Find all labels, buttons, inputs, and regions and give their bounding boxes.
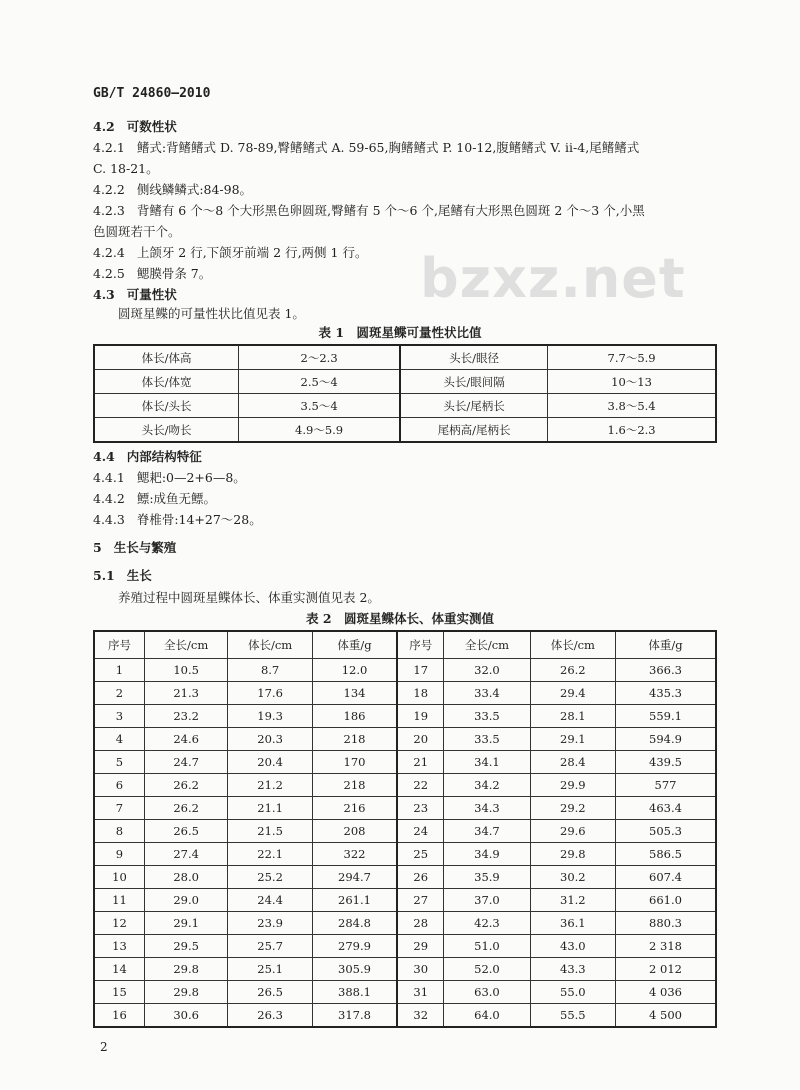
table-cell: 559.1 [616, 705, 716, 728]
table-cell: 34.1 [444, 751, 530, 774]
section-number: 4.2.1 [93, 140, 125, 155]
table-cell: 23 [397, 797, 444, 820]
table-cell: 24 [397, 820, 444, 843]
table-cell: 21.2 [228, 774, 312, 797]
section-text: 可量性状 [126, 287, 177, 302]
table-cell: 体长/体宽 [94, 370, 239, 394]
table-cell: 43.0 [530, 935, 615, 958]
table-cell: 32 [397, 1004, 444, 1028]
table-cell: 33.5 [444, 728, 530, 751]
table-cell: 2.5～4 [239, 370, 400, 394]
section-text: 鳃膜骨条 7。 [136, 266, 212, 281]
table-cell: 29.2 [530, 797, 615, 820]
table-row [94, 843, 716, 866]
table-cell: 体长/体高 [94, 345, 239, 370]
table-cell: 2 [94, 682, 144, 705]
table-cell: 284.8 [312, 912, 397, 935]
table-cell: 26.5 [144, 820, 227, 843]
table-cell: 4 500 [616, 1004, 716, 1028]
table-cell: 594.9 [616, 728, 716, 751]
table-cell: 头长/吻长 [94, 418, 239, 443]
table-cell: 8.7 [228, 659, 312, 682]
table-cell: 12 [94, 912, 144, 935]
table-cell: 28.4 [530, 751, 615, 774]
table-cell: 10～13 [548, 370, 716, 394]
text-line [93, 470, 246, 486]
table-cell: 64.0 [444, 1004, 530, 1028]
text-line [93, 224, 181, 240]
table-cell: 435.3 [616, 682, 716, 705]
table-cell: 388.1 [312, 981, 397, 1004]
table-cell: 3.5～4 [239, 394, 400, 418]
table-cell: 29.1 [530, 728, 615, 751]
table-cell: 17.6 [228, 682, 312, 705]
text-line [93, 182, 252, 198]
section-text: 圆斑星鲽的可量性状比值见表 1。 [118, 306, 305, 321]
section-text: 内部结构特征 [126, 449, 202, 464]
table-cell: 4 [94, 728, 144, 751]
table-cell: 31 [397, 981, 444, 1004]
table-cell: 186 [312, 705, 397, 728]
table-cell: 439.5 [616, 751, 716, 774]
table-cell: 34.7 [444, 820, 530, 843]
table-cell: 尾柄高/尾柄长 [400, 418, 548, 443]
table-cell: 30.2 [530, 866, 615, 889]
table-cell: 261.1 [312, 889, 397, 912]
table-row [94, 394, 716, 418]
table-cell: 3 [94, 705, 144, 728]
table1-measurable-ratios [93, 344, 717, 443]
table-cell: 22 [397, 774, 444, 797]
text-line [93, 540, 176, 556]
table-row [94, 797, 716, 820]
table-cell: 577 [616, 774, 716, 797]
table-cell: 366.3 [616, 659, 716, 682]
table-cell: 5 [94, 751, 144, 774]
table-cell: 26.5 [228, 981, 312, 1004]
table-cell: 21.3 [144, 682, 227, 705]
section-number: 4.4.3 [93, 512, 125, 527]
table-row [94, 682, 716, 705]
table-cell: 14 [94, 958, 144, 981]
table-cell: 25.1 [228, 958, 312, 981]
table-cell: 52.0 [444, 958, 530, 981]
table-cell: 218 [312, 774, 397, 797]
table-cell: 26.2 [144, 774, 227, 797]
section-text: 养殖过程中圆斑星鲽体长、体重实测值见表 2。 [118, 590, 380, 605]
text-line [93, 568, 152, 584]
table-cell: 1.6～2.3 [548, 418, 716, 443]
table-cell: 12.0 [312, 659, 397, 682]
table-cell: 体长/头长 [94, 394, 239, 418]
table-header-row [94, 631, 716, 659]
section-text: 鳍式:背鳍鳍式 D. 78-89,臀鳍鳍式 A. 59-65,胸鳍鳍式 P. 10-12,腹鳍鳍式 V. ii-4,尾鳍鳍式 [136, 140, 640, 155]
table-cell: 463.4 [616, 797, 716, 820]
table-cell: 13 [94, 935, 144, 958]
table-cell: 607.4 [616, 866, 716, 889]
table-cell: 21.5 [228, 820, 312, 843]
table2-length-weight [93, 630, 717, 1028]
text-line [93, 161, 159, 177]
table-row [94, 820, 716, 843]
section-number: 4.2.2 [93, 182, 125, 197]
table-cell: 28 [397, 912, 444, 935]
table-cell: 37.0 [444, 889, 530, 912]
table-cell: 7 [94, 797, 144, 820]
column-header: 全长/cm [144, 631, 227, 659]
table-cell: 208 [312, 820, 397, 843]
table-cell: 19.3 [228, 705, 312, 728]
column-header: 体重/g [312, 631, 397, 659]
table-cell: 29.8 [144, 958, 227, 981]
standard-number-header: GB/T 24860—2010 [93, 86, 211, 101]
table-cell: 34.3 [444, 797, 530, 820]
table-cell: 26.2 [530, 659, 615, 682]
text-line [118, 306, 305, 322]
section-number: 4.4.1 [93, 470, 125, 485]
section-number: 4.4 [93, 449, 115, 464]
table-cell: 42.3 [444, 912, 530, 935]
table-cell: 头长/眼间隔 [400, 370, 548, 394]
text-line [93, 512, 262, 528]
table-cell: 2 318 [616, 935, 716, 958]
table-cell: 1 [94, 659, 144, 682]
section-number: 4.4.2 [93, 491, 125, 506]
table2-caption: 表 2 圆斑星鲽体长、体重实测值 [305, 611, 495, 626]
table-cell: 头长/尾柄长 [400, 394, 548, 418]
table1-caption: 表 1 圆斑星鲽可量性状比值 [318, 325, 482, 340]
section-text: 生长与繁殖 [113, 540, 177, 555]
table-row [94, 866, 716, 889]
table-cell: 24.6 [144, 728, 227, 751]
column-header: 体长/cm [228, 631, 312, 659]
table-cell: 8 [94, 820, 144, 843]
column-header: 序号 [94, 631, 144, 659]
table-cell: 27.4 [144, 843, 227, 866]
page-number: 2 [100, 1040, 108, 1054]
section-number: 4.2.3 [93, 203, 125, 218]
table-cell: 51.0 [444, 935, 530, 958]
table-row [94, 705, 716, 728]
column-header: 体长/cm [530, 631, 615, 659]
section-text: 侧线鳞鳞式:84-98。 [136, 182, 253, 197]
text-line [118, 590, 380, 606]
table-cell: 34.2 [444, 774, 530, 797]
table-cell: 20.3 [228, 728, 312, 751]
table-cell: 880.3 [616, 912, 716, 935]
table-cell: 26.3 [228, 1004, 312, 1028]
table-row [94, 774, 716, 797]
text-line [93, 140, 639, 156]
table-cell: 3.8～5.4 [548, 394, 716, 418]
table-cell: 25.7 [228, 935, 312, 958]
text-line [93, 287, 177, 303]
section-text: 生长 [126, 568, 152, 583]
table-cell: 15 [94, 981, 144, 1004]
table-cell: 34.9 [444, 843, 530, 866]
text-line [93, 491, 216, 507]
table-cell: 55.5 [530, 1004, 615, 1028]
table-cell: 29.4 [530, 682, 615, 705]
table-row [94, 418, 716, 443]
table-cell: 10 [94, 866, 144, 889]
table-row [94, 659, 716, 682]
table-cell: 294.7 [312, 866, 397, 889]
table-row [94, 728, 716, 751]
table-cell: 29.9 [530, 774, 615, 797]
table-cell: 29.6 [530, 820, 615, 843]
text-line [93, 266, 211, 282]
table-row [94, 370, 716, 394]
table-cell: 586.5 [616, 843, 716, 866]
table-cell: 24.4 [228, 889, 312, 912]
table-cell: 322 [312, 843, 397, 866]
table-cell: 6 [94, 774, 144, 797]
text-line [93, 119, 177, 135]
table-cell: 7.7～5.9 [548, 345, 716, 370]
table-cell: 25 [397, 843, 444, 866]
section-number: 4.2 [93, 119, 115, 134]
section-text: 背鳍有 6 个～8 个大形黑色卵圆斑,臀鳍有 5 个～6 个,尾鳍有大形黑色圆斑 2 个～3 个,小黑 [136, 203, 645, 218]
table-cell: 23.9 [228, 912, 312, 935]
table-cell: 26.2 [144, 797, 227, 820]
table-cell: 29.8 [144, 981, 227, 1004]
table-cell: 29.0 [144, 889, 227, 912]
table-cell: 30 [397, 958, 444, 981]
table-cell: 29.5 [144, 935, 227, 958]
table-cell: 63.0 [444, 981, 530, 1004]
table-cell: 218 [312, 728, 397, 751]
table-row [94, 1004, 716, 1028]
table-cell: 36.1 [530, 912, 615, 935]
table-cell: 25.2 [228, 866, 312, 889]
section-text: 上颌牙 2 行,下颌牙前端 2 行,两侧 1 行。 [136, 245, 368, 260]
table-cell: 29.8 [530, 843, 615, 866]
table-row [94, 889, 716, 912]
table-cell: 10.5 [144, 659, 227, 682]
section-text: 可数性状 [126, 119, 177, 134]
table-cell: 9 [94, 843, 144, 866]
section-text: 鳃耙:0—2+6—8。 [136, 470, 246, 485]
table-cell: 24.7 [144, 751, 227, 774]
table-cell: 505.3 [616, 820, 716, 843]
table-cell: 33.5 [444, 705, 530, 728]
text-line [93, 449, 202, 465]
table-cell: 22.1 [228, 843, 312, 866]
table-cell: 33.4 [444, 682, 530, 705]
table-cell: 头长/眼径 [400, 345, 548, 370]
table-cell: 26 [397, 866, 444, 889]
table-cell: 134 [312, 682, 397, 705]
table-cell: 11 [94, 889, 144, 912]
table-row [94, 751, 716, 774]
table-cell: 4 036 [616, 981, 716, 1004]
table-cell: 29.1 [144, 912, 227, 935]
section-text: C. 18-21。 [93, 161, 159, 176]
table-cell: 43.3 [530, 958, 615, 981]
text-line [93, 203, 645, 219]
table-cell: 19 [397, 705, 444, 728]
table-row [94, 345, 716, 370]
table-cell: 20.4 [228, 751, 312, 774]
table-cell: 317.8 [312, 1004, 397, 1028]
table-row [94, 981, 716, 1004]
table-cell: 35.9 [444, 866, 530, 889]
table-row [94, 958, 716, 981]
table-cell: 20 [397, 728, 444, 751]
section-number: 4.3 [93, 287, 115, 302]
table-cell: 279.9 [312, 935, 397, 958]
table-cell: 23.2 [144, 705, 227, 728]
table-cell: 216 [312, 797, 397, 820]
column-header: 序号 [397, 631, 444, 659]
table-cell: 4.9～5.9 [239, 418, 400, 443]
table-cell: 2～2.3 [239, 345, 400, 370]
table-cell: 170 [312, 751, 397, 774]
section-number: 4.2.4 [93, 245, 125, 260]
column-header: 全长/cm [444, 631, 530, 659]
section-number: 5 [93, 540, 102, 555]
table-cell: 18 [397, 682, 444, 705]
section-number: 4.2.5 [93, 266, 125, 281]
table-cell: 30.6 [144, 1004, 227, 1028]
section-text: 色圆斑若干个。 [93, 224, 181, 239]
table-cell: 29 [397, 935, 444, 958]
column-header: 体重/g [616, 631, 716, 659]
table-cell: 305.9 [312, 958, 397, 981]
table-cell: 661.0 [616, 889, 716, 912]
table-cell: 17 [397, 659, 444, 682]
section-text: 脊椎骨:14+27～28。 [136, 512, 262, 527]
table-cell: 2 012 [616, 958, 716, 981]
table-cell: 21.1 [228, 797, 312, 820]
table-row [94, 912, 716, 935]
table-cell: 31.2 [530, 889, 615, 912]
section-text: 鳔:成鱼无鳔。 [136, 491, 217, 506]
table-cell: 28.0 [144, 866, 227, 889]
table-cell: 32.0 [444, 659, 530, 682]
section-number: 5.1 [93, 568, 115, 583]
table-row [94, 935, 716, 958]
text-line [93, 245, 367, 261]
table-cell: 55.0 [530, 981, 615, 1004]
table-cell: 16 [94, 1004, 144, 1028]
table-cell: 28.1 [530, 705, 615, 728]
table-cell: 21 [397, 751, 444, 774]
table-cell: 27 [397, 889, 444, 912]
watermark: bzxz.net [420, 247, 686, 310]
